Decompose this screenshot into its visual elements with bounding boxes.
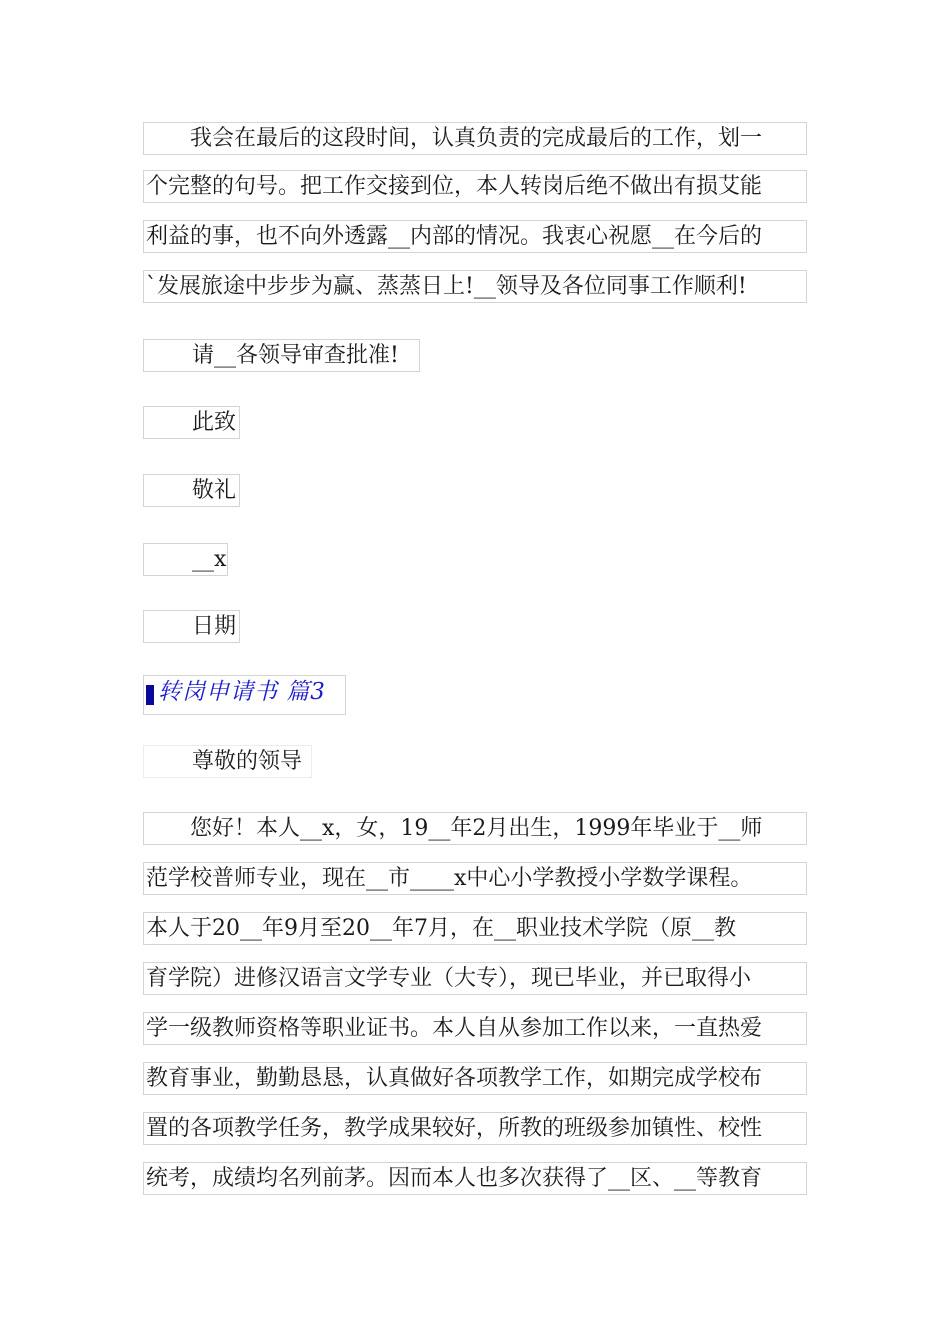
paragraph-line: 利益的事，也不向外透露__内部的情况。我衷心祝愿__在今后的 [143,220,807,253]
closing-line-2: 敬礼 [143,474,240,507]
section-title: 转岗申请书 篇3 [158,679,326,705]
paragraph-line: 统考，成绩均名列前茅。因而本人也多次获得了__区、__等教育 [143,1162,807,1195]
paragraph-line: 学一级教师资格等职业证书。本人自从参加工作以来，一直热爱 [143,1012,807,1045]
paragraph-line: 范学校普师专业，现在__市____x中心小学教授小学数学课程。 [143,862,807,895]
paragraph-line: 本人于20__年9月至20__年7月，在__职业技术学院（原__教 [143,912,807,945]
paragraph-line: 我会在最后的这段时间，认真负责的完成最后的工作，划一 [143,122,807,155]
closing-line-1: 此致 [143,406,240,439]
date-line: 日期 [143,610,240,643]
salutation: 尊敬的领导 [143,745,312,778]
paragraph-line: 个完整的句号。把工作交接到位，本人转岗后绝不做出有损艾能 [143,170,807,203]
section-heading [143,675,346,715]
heading-marker [146,685,154,705]
paragraph-line: 教育事业，勤勤恳恳，认真做好各项教学工作，如期完成学校布 [143,1062,807,1095]
paragraph-line: 置的各项教学任务，教学成果较好，所教的班级参加镇性、校性 [143,1112,807,1145]
approval-request: 请__各领导审查批准! [143,339,420,372]
signature: __x [143,543,228,576]
paragraph-line: 育学院）进修汉语言文学专业（大专），现已毕业，并已取得小 [143,962,807,995]
paragraph-line: `发展旅途中步步为赢、蒸蒸日上!__领导及各位同事工作顺利! [143,270,807,303]
paragraph-line: 您好！本人__x，女，19__年2月出生，1999年毕业于__师 [143,812,807,845]
